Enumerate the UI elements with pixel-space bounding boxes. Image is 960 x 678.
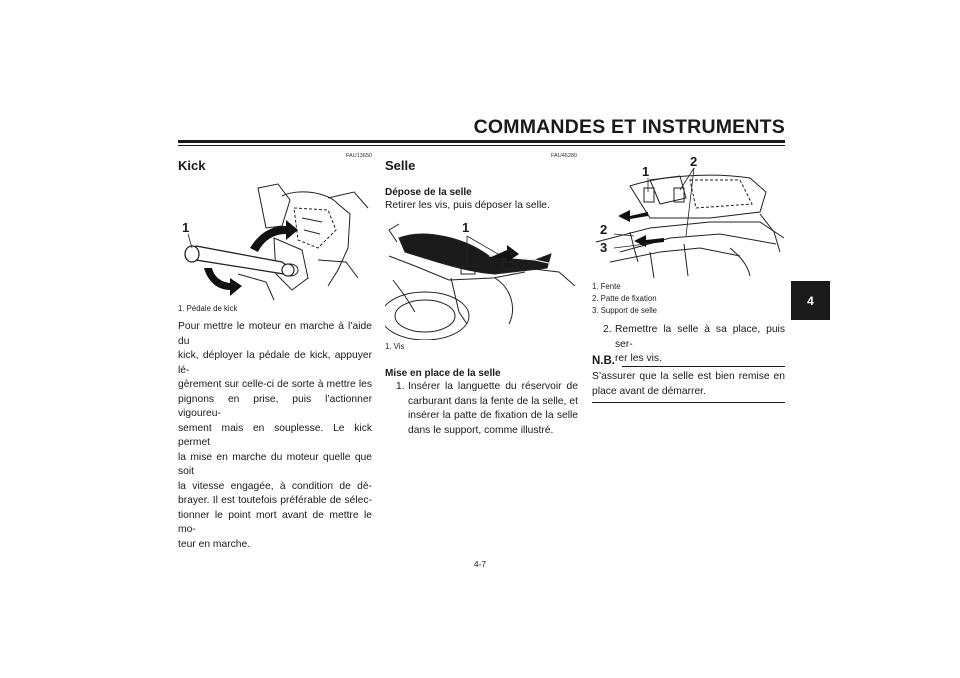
kick-heading: Kick bbox=[178, 158, 206, 173]
removal-heading: Dépose de la selle bbox=[385, 187, 472, 198]
kick-line: la mise en marche du moteur quelle que soit bbox=[178, 451, 372, 477]
removal-text: Retirer les vis, puis déposer la selle. bbox=[385, 200, 550, 211]
chapter-tab[interactable]: 4 bbox=[791, 281, 830, 320]
step1-line: insérer la patte de fixation de la selle bbox=[408, 410, 578, 421]
step1-line: Insérer la languette du réservoir de bbox=[408, 381, 578, 392]
section-code-kick: FAU13650 bbox=[346, 153, 372, 159]
nb-line: place avant de démarrer. bbox=[592, 385, 706, 397]
kick-line: kick, déployer la pédale de kick, appuyer lé- bbox=[178, 350, 372, 376]
caption-fente: 1. Fente bbox=[592, 282, 621, 291]
install-step-2 bbox=[603, 323, 785, 367]
kick-line: pignons en prise, puis l’actionner vigoureu- bbox=[178, 393, 372, 419]
selle-heading: Selle bbox=[385, 158, 416, 173]
kick-line: gèrement sur celle-ci de sorte à mettre les bbox=[178, 379, 372, 390]
install-step-1 bbox=[396, 380, 578, 438]
bracket-figure-callout-3: 3 bbox=[600, 240, 608, 255]
nb-bottom-rule bbox=[592, 402, 785, 403]
header-rule bbox=[178, 140, 785, 143]
page-number: 4-7 bbox=[473, 559, 487, 569]
nb-title-rule bbox=[622, 366, 785, 367]
kick-line: brayer. Il est toutefois préférable de sélec- bbox=[178, 495, 372, 506]
seat-figure-callout-1: 1 bbox=[462, 220, 470, 235]
kick-line: teur en marche. bbox=[178, 538, 251, 550]
step1-line: carburant dans la fente de la selle, et bbox=[408, 395, 578, 407]
kick-line: sement mais en souplesse. Le kick permet bbox=[178, 422, 372, 448]
nb-line: S’assurer que la selle est bien remise en bbox=[592, 371, 785, 382]
kick-line: Pour mettre le moteur en marche à l’aide du bbox=[178, 321, 372, 347]
seat-bracket-illustration bbox=[590, 152, 786, 278]
bracket-figure-callout-2-top: 2 bbox=[690, 154, 698, 169]
seat-screws-illustration bbox=[385, 216, 580, 340]
nb-text bbox=[592, 370, 785, 399]
kick-figure-callout-1: 1 bbox=[182, 220, 190, 235]
step-number: 2. bbox=[603, 324, 612, 335]
bracket-figure-callout-1: 1 bbox=[642, 164, 650, 179]
kick-line: la vitesse engagée, à condition de dé- bbox=[178, 480, 372, 492]
step2-line: rer les vis. bbox=[615, 353, 662, 364]
seat-figure-caption: 1. Vis bbox=[385, 342, 405, 351]
section-code-selle: FAU46280 bbox=[551, 153, 577, 159]
kick-line: tionner le point mort avant de mettre le mo- bbox=[178, 509, 372, 535]
caption-support-de-selle: 3. Support de selle bbox=[592, 306, 658, 316]
install-heading: Mise en place de la selle bbox=[385, 368, 501, 379]
kick-figure-caption: 1. Pédale de kick bbox=[178, 304, 238, 313]
caption-patte-de-fixation: 2. Patte de fixation bbox=[592, 294, 657, 304]
bracket-figure-callout-2: 2 bbox=[600, 222, 608, 237]
step1-line: dans le support, comme illustré. bbox=[408, 424, 554, 436]
nb-title: N.B. bbox=[592, 355, 615, 367]
kick-pedal-illustration bbox=[178, 178, 374, 302]
step-number: 1. bbox=[396, 381, 405, 392]
kick-paragraph bbox=[178, 320, 372, 552]
bracket-figure-captions bbox=[592, 281, 657, 318]
page-header-title: COMMANDES ET INSTRUMENTS bbox=[473, 116, 785, 138]
step2-line: Remettre la selle à sa place, puis ser- bbox=[615, 324, 785, 350]
header-rule-thin bbox=[178, 145, 785, 146]
